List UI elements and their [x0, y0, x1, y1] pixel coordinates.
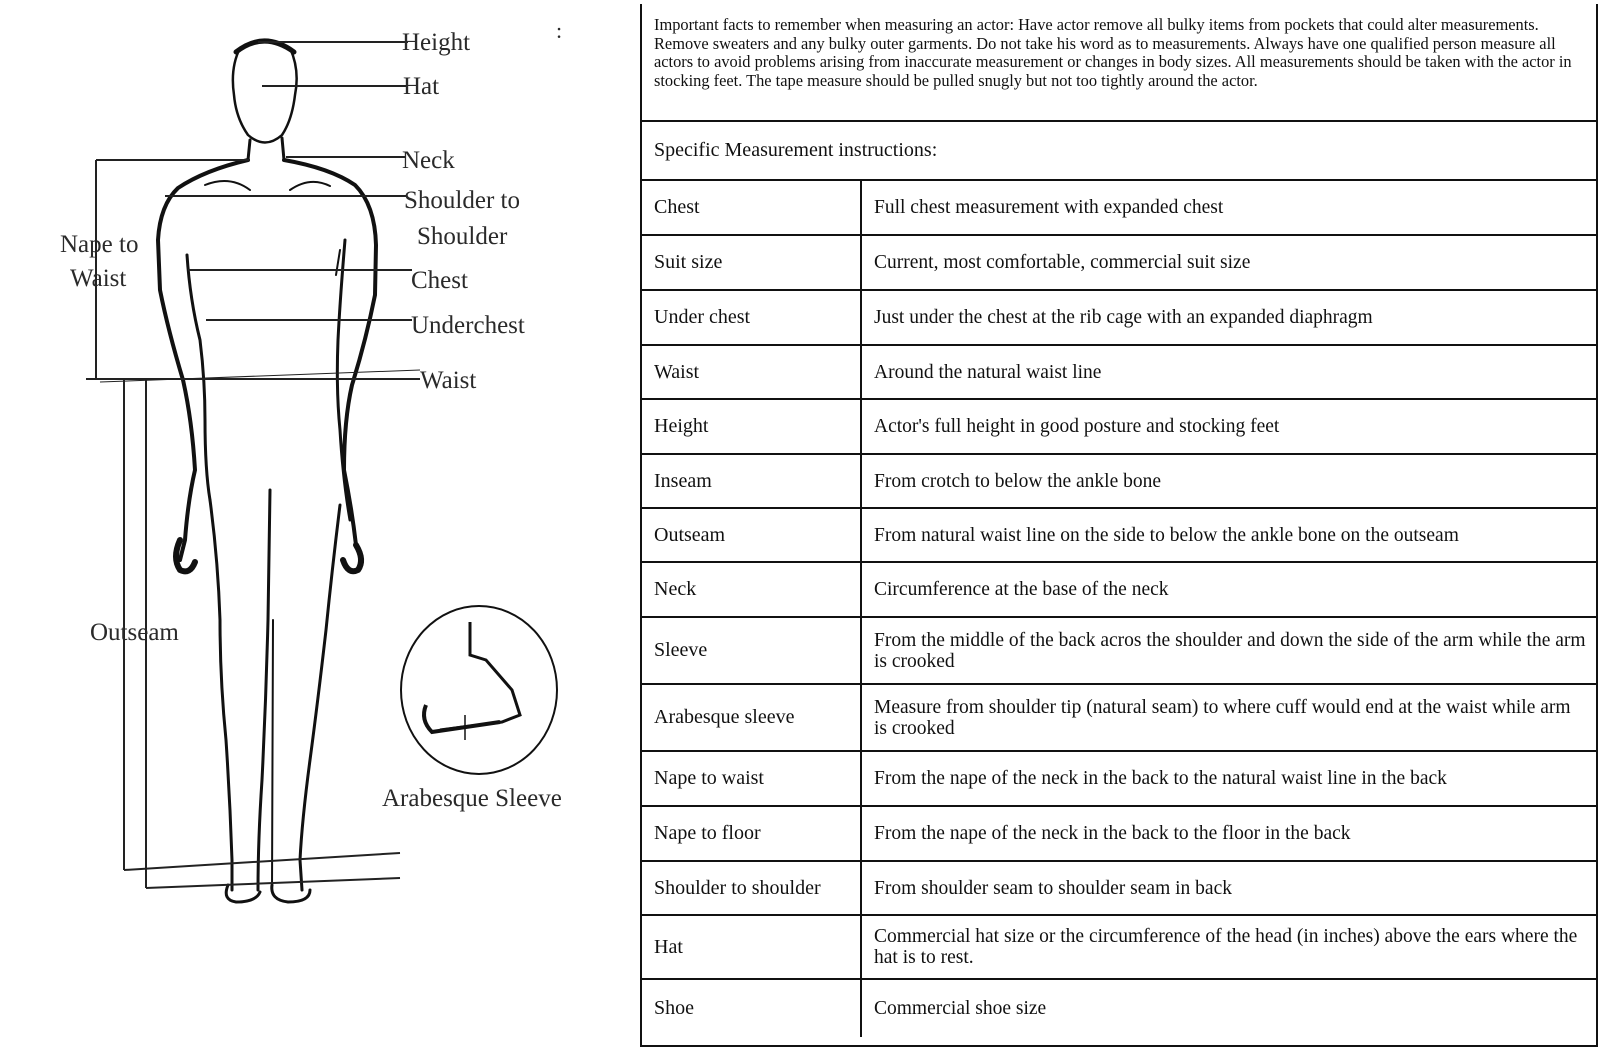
measurement-term: Sleeve [642, 618, 862, 683]
table-row [642, 563, 1596, 618]
measurement-term: Inseam [642, 455, 862, 507]
table-row [642, 181, 1596, 236]
measurement-description: Around the natural waist line [874, 361, 1102, 383]
label-outseam: Outseam [90, 619, 179, 646]
table-row [642, 346, 1596, 400]
specific-heading: Specific Measurement instructions: [642, 122, 1596, 181]
measurement-term: Hat [642, 916, 862, 978]
label-shoulder: Shoulder [417, 223, 508, 250]
measurement-term: Height [642, 400, 862, 453]
measurement-description: Just under the chest at the rib cage with an expanded diaphragm [874, 307, 1373, 328]
label-neck: Neck [402, 147, 455, 174]
measurement-term: Nape to waist [642, 752, 862, 805]
measurement-table [642, 181, 1596, 1037]
stray-mark: : [556, 18, 563, 43]
label-nape-waist: Waist [70, 265, 127, 292]
body-measurement-diagram [0, 0, 640, 1049]
measurement-description: From shoulder seam to shoulder seam in back [874, 877, 1232, 899]
label-nape-to: Nape to [60, 231, 139, 258]
measurement-description: Commercial shoe size [874, 998, 1047, 1019]
label-underchest: Underchest [411, 312, 525, 339]
table-row [642, 236, 1596, 291]
measurement-description: Full chest measurement with expanded chest [874, 197, 1224, 218]
table-row [642, 807, 1596, 862]
table-row [642, 509, 1596, 563]
measurement-description: From natural waist line on the side to below the ankle bone on the outseam [874, 524, 1459, 546]
table-row [642, 455, 1596, 509]
measurement-description: Circumference at the base of the neck [874, 579, 1169, 600]
table-row [642, 980, 1596, 1037]
measurement-description: Current, most comfortable, commercial suit size [874, 252, 1251, 273]
measurement-term: Nape to floor [642, 807, 862, 860]
measurement-term: Chest [642, 181, 862, 234]
label-waist: Waist [420, 367, 477, 394]
measurement-term: Outseam [642, 509, 862, 561]
intro-paragraph: Important facts to remember when measuring an actor: Have actor remove all bulky items from pockets that could alter measurements. Remove sweaters and any bulky outer garments. Do not take his word as to measurements. Always have one qualified person measure all actors to avoid problems arising from inaccurate measurement or changes in body sizes. All measurements should be taken with the actor in stocking feet. The tape measure should be pulled snugly but not too tightly around the actor. [642, 4, 1596, 122]
label-arabesque-sleeve: Arabesque Sleeve [382, 785, 562, 812]
measurement-term: Arabesque sleeve [642, 685, 862, 750]
measurement-description: From crotch to below the ankle bone [874, 470, 1162, 492]
table-row [642, 752, 1596, 807]
table-row [642, 862, 1596, 916]
measurement-term: Shoe [642, 980, 862, 1037]
table-row [642, 916, 1596, 980]
table-row [642, 618, 1596, 685]
instructions-panel [640, 4, 1598, 1047]
measurement-description: Actor's full height in good posture and stocking feet [874, 416, 1280, 437]
measurement-description: Measure from shoulder tip (natural seam) to where cuff would end at the waist while arm is crooked [874, 696, 1571, 739]
measurement-description: Commercial hat size or the circumference of the head (in inches) above the ears where the hat is to rest. [874, 926, 1578, 968]
measurement-description: From the nape of the neck in the back to the natural waist line in the back [874, 768, 1447, 789]
measurement-description: From the middle of the back acros the shoulder and down the side of the arm while the arm is crooked [874, 629, 1586, 672]
label-chest: Chest [411, 267, 468, 294]
measurement-term: Under chest [642, 291, 862, 344]
measurement-term: Waist [642, 346, 862, 398]
table-row [642, 291, 1596, 346]
measurement-term: Suit size [642, 236, 862, 289]
measurement-term: Neck [642, 563, 862, 616]
label-hat: Hat [403, 73, 440, 100]
label-height: Height [402, 29, 471, 56]
table-row [642, 400, 1596, 455]
label-shoulder-to: Shoulder to [404, 187, 520, 214]
measurement-term: Shoulder to shoulder [642, 862, 862, 914]
figure-drawing [0, 0, 640, 1049]
measurement-description: From the nape of the neck in the back to the floor in the back [874, 823, 1351, 844]
table-row [642, 685, 1596, 752]
